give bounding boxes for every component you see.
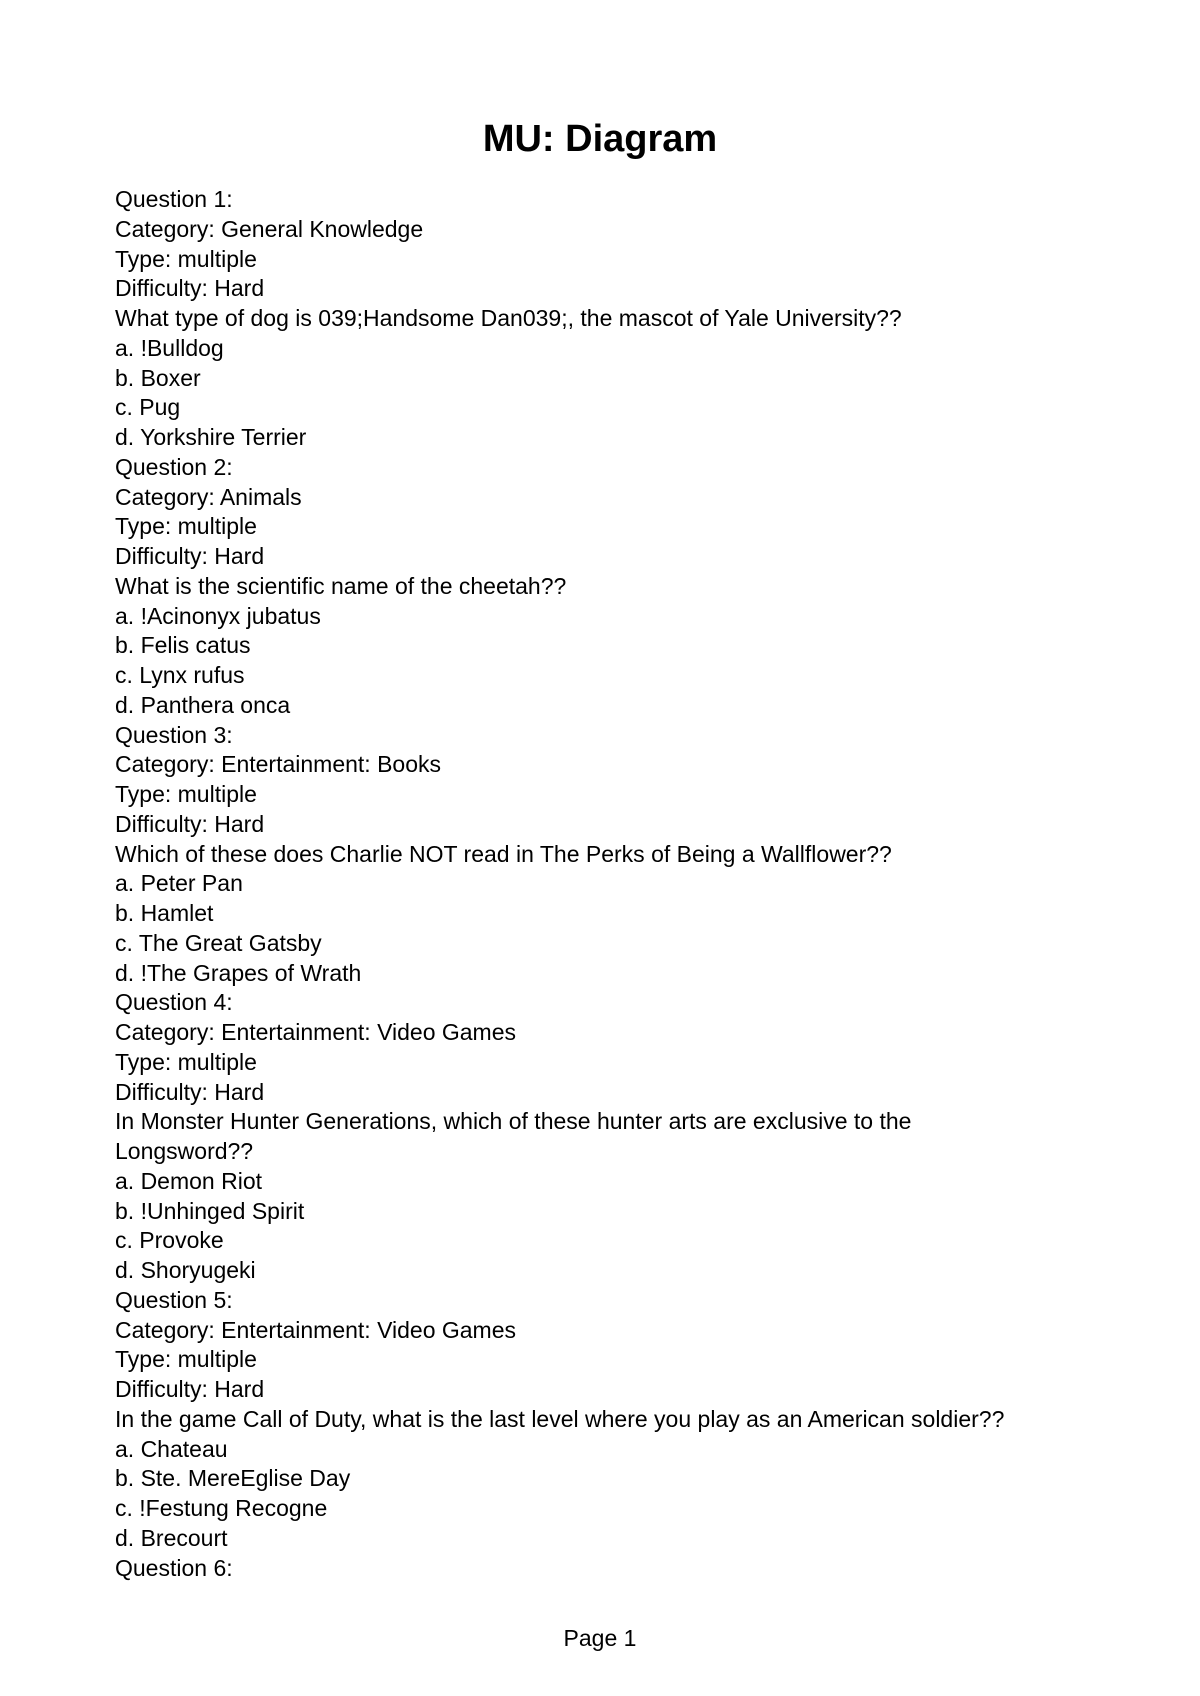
question-type: Type: multiple xyxy=(115,513,257,540)
answer-option: d. !The Grapes of Wrath xyxy=(115,959,362,986)
question-list xyxy=(115,185,1115,1583)
question-header: Question 4: xyxy=(115,989,233,1016)
question-text: In Monster Hunter Generations, which of these hunter arts are exclusive to the Longsword?? xyxy=(115,1108,912,1164)
answer-option: d. Yorkshire Terrier xyxy=(115,424,307,450)
answer-option: c. !Festung Recogne xyxy=(115,1495,328,1521)
answer-option: a. Chateau xyxy=(115,1435,228,1462)
question-type: Type: multiple xyxy=(115,245,257,272)
answer-option: d. Shoryugeki xyxy=(115,1257,256,1283)
question-difficulty: Difficulty: Hard xyxy=(115,1078,265,1105)
answer-option: a. Demon Riot xyxy=(115,1167,263,1194)
question-difficulty: Difficulty: Hard xyxy=(115,810,265,837)
answer-option: b. !Unhinged Spirit xyxy=(115,1197,305,1224)
question-category: Category: Entertainment: Books xyxy=(115,751,441,778)
page-number: Page 1 xyxy=(563,1625,637,1651)
answer-option: c. Provoke xyxy=(115,1227,224,1254)
question-header: Question 5: xyxy=(115,1286,233,1313)
answer-option: b. Hamlet xyxy=(115,900,214,926)
question-difficulty: Difficulty: Hard xyxy=(115,275,265,302)
answer-option: c. Lynx rufus xyxy=(115,662,245,688)
question-text: What is the scientific name of the cheetah?? xyxy=(115,572,567,599)
question-category: Category: General Knowledge xyxy=(115,215,424,242)
question-header: Question 3: xyxy=(115,721,233,748)
answer-option: d. Brecourt xyxy=(115,1524,228,1551)
answer-option: b. Felis catus xyxy=(115,632,251,659)
question-difficulty: Difficulty: Hard xyxy=(115,1376,265,1402)
answer-option: a. !Bulldog xyxy=(115,334,224,361)
answer-option: c. Pug xyxy=(115,394,181,421)
question-type: Type: multiple xyxy=(115,781,257,807)
question-category: Category: Entertainment: Video Games xyxy=(115,1019,517,1045)
question-header: Question 6: xyxy=(115,1554,233,1581)
answer-option: c. The Great Gatsby xyxy=(115,929,322,956)
question-category: Category: Entertainment: Video Games xyxy=(115,1316,517,1343)
question-text: What type of dog is 039;Handsome Dan039;, the mascot of Yale University?? xyxy=(115,305,902,331)
question-text: Which of these does Charlie NOT read in The Perks of Being a Wallflower?? xyxy=(115,840,892,867)
question-type: Type: multiple xyxy=(115,1048,257,1075)
question-text: In the game Call of Duty, what is the last level where you play as an American soldier?? xyxy=(115,1405,1005,1432)
answer-option: a. !Acinonyx jubatus xyxy=(115,602,321,629)
question-difficulty: Difficulty: Hard xyxy=(115,543,265,569)
page-title: MU: Diagram xyxy=(482,118,718,160)
answer-option: b. Boxer xyxy=(115,364,201,391)
question-header: Question 2: xyxy=(115,453,233,480)
question-category: Category: Animals xyxy=(115,483,302,510)
question-type: Type: multiple xyxy=(115,1346,257,1373)
answer-option: a. Peter Pan xyxy=(115,870,243,897)
answer-option: b. Ste. MereEglise Day xyxy=(115,1465,351,1492)
answer-option: d. Panthera onca xyxy=(115,691,291,718)
question-header: Question 1: xyxy=(115,186,233,212)
